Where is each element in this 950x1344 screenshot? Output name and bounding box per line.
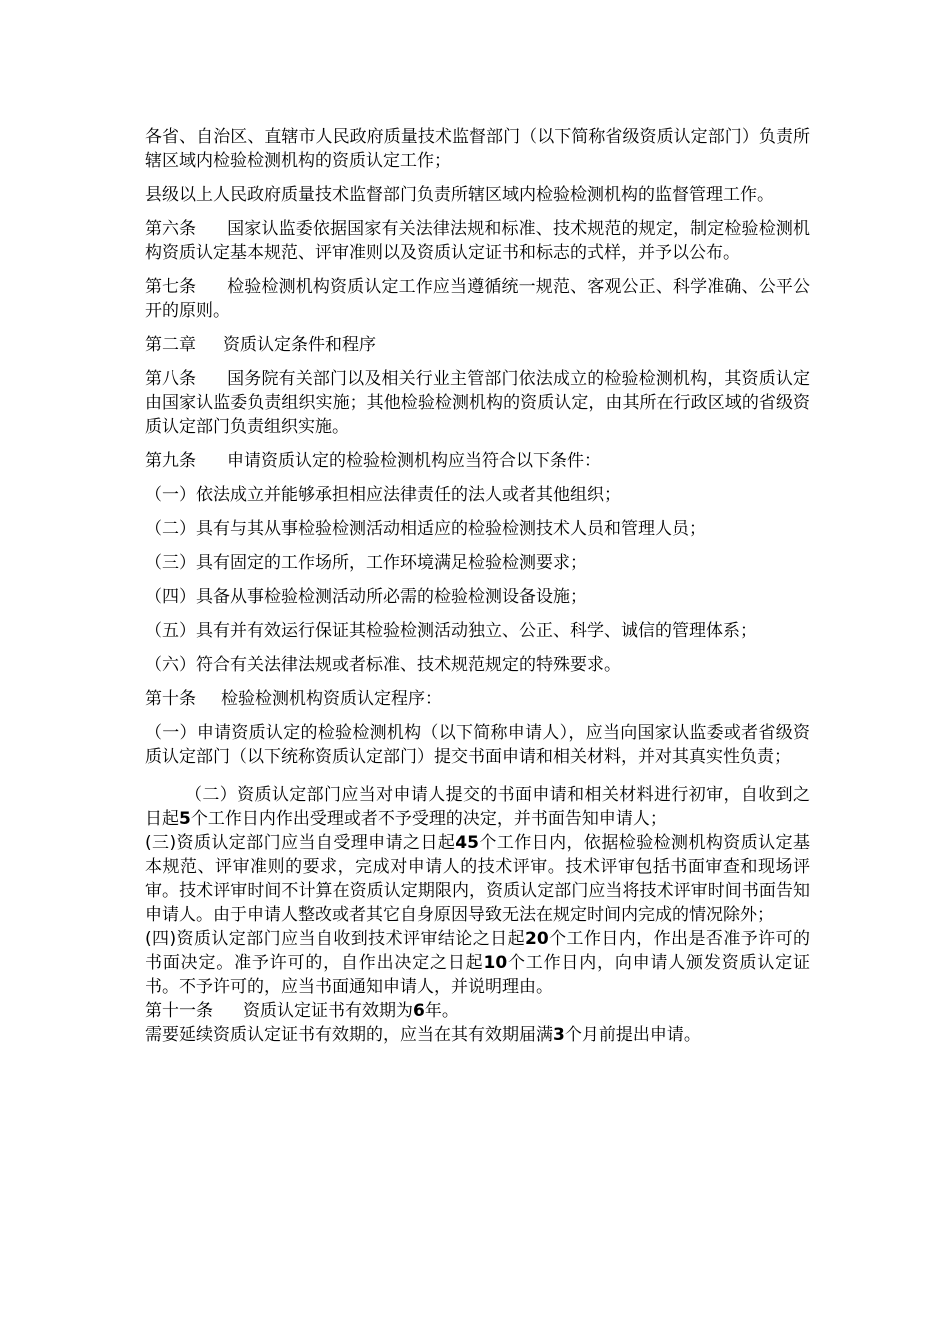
condition-5: （五）具有并有效运行保证其检验检测活动独立、公正、科学、诚信的管理体系； — [145, 621, 757, 641]
paragraph-provincial-authority: 各省、自治区、直辖市人民政府质量技术监督部门（以下简称省级资质认定部门）负责所辖区域内检验检测机构的资质认定工作； — [145, 127, 810, 171]
procedure-3-text-b: 个工作日内，依据检验检测机构资质认定基本规范、评审准则的要求，完成对申请人的技术评审。技术评审包括书面审查和现场评审。技术评审时间不计算在资质认定期限内，资质认定部门应当将技术评审时间书面告知申请人。由于申请人整改或者其它自身原因导致无法在规定时间内完成的情况除外； — [145, 833, 810, 925]
renewal-text-a: 需要延续资质认定证书有效期的，应当在其有效期届满 — [145, 1025, 553, 1045]
procedure-2-text-a: （二）资质认定部门应当对申请人提交的书面申请和相关材料进行初审，自收到之日起 — [145, 785, 810, 829]
article-7-text: 检验检测机构资质认定工作应当遵循统一规范、客观公正、科学准确、公平公开的原则。 — [145, 277, 810, 321]
article-8-label: 第八条 — [145, 369, 196, 389]
article-11-label: 第十一条 — [145, 1001, 213, 1021]
chapter-2-heading — [145, 333, 810, 357]
article-10 — [145, 687, 810, 711]
chapter-2-title: 资质认定条件和程序 — [223, 335, 376, 355]
article-6-text: 国家认监委依据国家有关法律法规和标准、技术规范的规定，制定检验检测机构资质认定基本规范、评审准则以及资质认定证书和标志的式样，并予以公布。 — [145, 219, 810, 263]
article-7-label: 第七条 — [145, 277, 196, 297]
procedure-4-text-c: 个工作日内，向申请人颁发资质认定证书。不予许可的，应当书面通知申请人，并说明理由。 — [145, 953, 811, 997]
article-11-text-a: 资质认定证书有效期为 — [243, 1001, 413, 1021]
procedure-3-days: 45 — [455, 833, 479, 853]
article-9-text: 申请资质认定的检验检测机构应当符合以下条件： — [227, 451, 601, 471]
procedure-4 — [145, 927, 810, 999]
procedure-4-text-b: 个工作日内，作出是否准予许可的书面决定。准予许可的，自作出决定之日起 — [145, 929, 811, 973]
condition-4: （四）具备从事检验检测活动所必需的检验检测设备设施； — [145, 587, 587, 607]
condition-6: （六）符合有关法律法规或者标准、技术规范规定的特殊要求。 — [145, 655, 621, 675]
renewal-paragraph — [145, 1023, 810, 1047]
procedure-2-days: 5 — [179, 809, 191, 829]
paragraph-county-authority: 县级以上人民政府质量技术监督部门负责所辖区域内检验检测机构的监督管理工作。 — [145, 185, 774, 205]
article-10-text: 检验检测机构资质认定程序： — [221, 689, 442, 709]
article-7 — [145, 275, 810, 323]
article-11 — [145, 999, 810, 1023]
renewal-text-b: 个月前提出申请。 — [564, 1025, 701, 1045]
condition-2: （二）具有与其从事检验检测活动相适应的检验检测技术人员和管理人员； — [145, 519, 706, 539]
procedure-4-days-1: 20 — [525, 929, 549, 949]
procedure-1: （一）申请资质认定的检验检测机构（以下简称申请人），应当向国家认监委或者省级资质认定部门（以下统称资质认定部门）提交书面申请和相关材料，并对其真实性负责； — [145, 723, 810, 767]
procedure-3-text-a: (三)资质认定部门应当自受理申请之日起 — [145, 833, 456, 853]
condition-3: （三）具有固定的工作场所，工作环境满足检验检测要求； — [145, 553, 587, 573]
article-10-label: 第十条 — [145, 689, 196, 709]
procedure-4-days-2: 10 — [483, 953, 508, 973]
procedure-3 — [145, 831, 810, 927]
procedure-2 — [145, 783, 810, 831]
document-page — [145, 125, 810, 1047]
article-8-text: 国务院有关部门以及相关行业主管部门依法成立的检验检测机构，其资质认定由国家认监委负责组织实施；其他检验检测机构的资质认定，由其所在行政区域的省级资质认定部门负责组织实施。 — [145, 369, 810, 437]
renewal-months: 3 — [553, 1025, 565, 1045]
article-11-years: 6 — [413, 1001, 425, 1021]
article-9-label: 第九条 — [145, 451, 196, 471]
article-9 — [145, 449, 810, 473]
chapter-2-label: 第二章 — [145, 335, 196, 355]
procedure-2-text-b: 个工作日内作出受理或者不予受理的决定，并书面告知申请人； — [190, 809, 667, 829]
article-8 — [145, 367, 810, 439]
article-6 — [145, 217, 810, 265]
article-11-text-b: 年。 — [424, 1001, 459, 1021]
procedure-4-text-a: (四)资质认定部门应当自收到技术评审结论之日起 — [145, 929, 525, 949]
condition-1: （一）依法成立并能够承担相应法律责任的法人或者其他组织； — [145, 485, 621, 505]
article-6-label: 第六条 — [145, 219, 196, 239]
